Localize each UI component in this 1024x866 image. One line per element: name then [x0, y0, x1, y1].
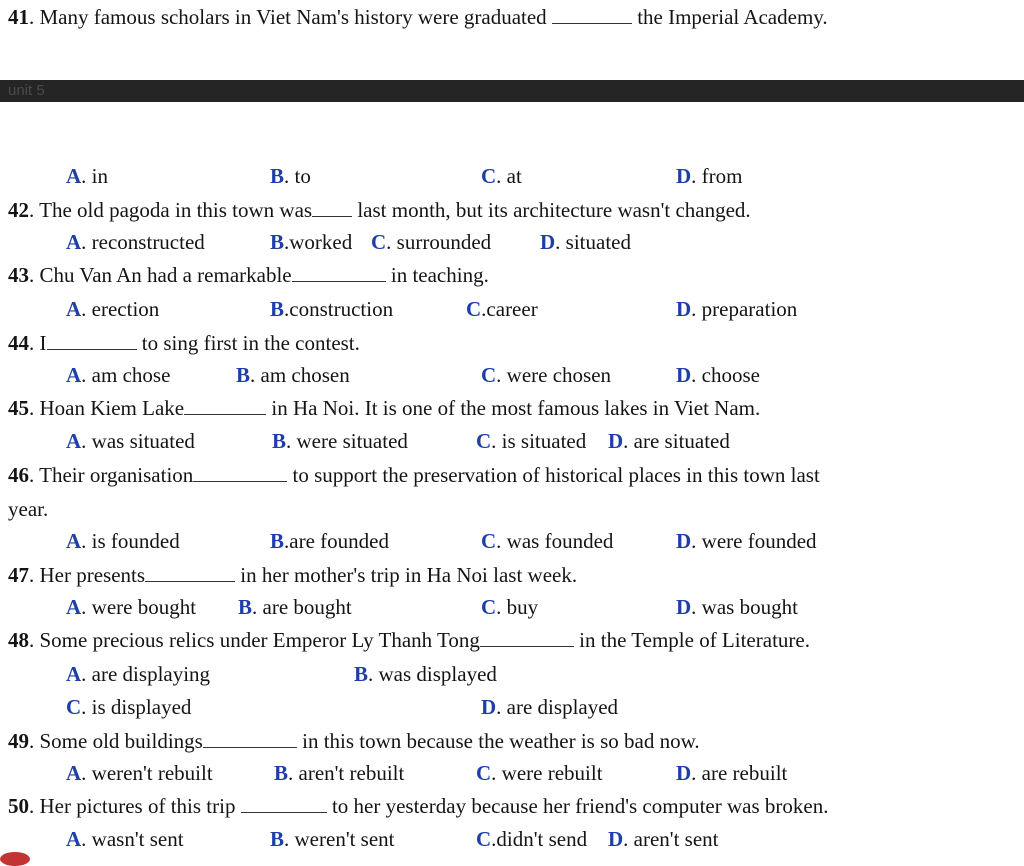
option-a: A. weren't rebuilt — [66, 761, 213, 785]
option-a: A. in — [66, 164, 109, 188]
option-d: D. was bought — [676, 595, 798, 619]
question-number: 49 — [8, 729, 29, 753]
answer-blank — [480, 628, 574, 647]
question-49: 49. Some old buildings in this town because the weather is so bad now. — [8, 729, 700, 753]
question-44: 44. I to sing first in the contest. — [8, 331, 360, 355]
option-c: C. were rebuilt — [476, 761, 603, 785]
option-a: A. are displaying — [66, 662, 211, 686]
option-d: D. are displayed — [481, 695, 619, 719]
option-b: B. to — [270, 164, 311, 188]
option-a: A. was situated — [66, 429, 195, 453]
option-b: B. aren't rebuilt — [274, 761, 405, 785]
question-48: 48. Some precious relics under Emperor Ly Thanh Tong in the Temple of Literature. — [8, 628, 810, 652]
question-50: 50. Her pictures of this trip to her yesterday because her friend's computer was broken. — [8, 794, 829, 818]
option-c: C. is displayed — [66, 695, 192, 719]
option-d: D. from — [676, 164, 743, 188]
option-a: A. were bought — [66, 595, 197, 619]
question-text-after: the Imperial Academy. — [637, 5, 828, 29]
option-c: C. surrounded — [371, 230, 492, 254]
option-d: D. are rebuilt — [676, 761, 788, 785]
question-46: 46. Their organisation to support the preservation of historical places in this town last — [8, 463, 820, 487]
question-number: 43 — [8, 263, 29, 287]
question-41: 41. Many famous scholars in Viet Nam's history were graduated the Imperial Academy. — [8, 5, 828, 29]
question-number: 41 — [8, 5, 29, 29]
option-b: B.worked — [270, 230, 353, 254]
question-number: 46 — [8, 463, 29, 487]
option-d: D. preparation — [676, 297, 798, 321]
option-b: B. were situated — [272, 429, 408, 453]
option-b: B. weren't sent — [270, 827, 395, 851]
banner-text: unit 5 — [8, 82, 45, 99]
dark-banner — [0, 80, 1024, 102]
answer-blank — [552, 5, 632, 24]
question-47: 47. Her presents in her mother's trip in Ha Noi last week. — [8, 563, 578, 587]
option-c: C. is situated — [476, 429, 587, 453]
option-d: D. choose — [676, 363, 760, 387]
question-46-continued: year. — [8, 497, 49, 521]
option-b: B.construction — [270, 297, 394, 321]
question-number: 42 — [8, 198, 29, 222]
question-number: 47 — [8, 563, 29, 587]
option-a: A. erection — [66, 297, 160, 321]
answer-blank — [193, 463, 287, 482]
option-c: C.career — [466, 297, 538, 321]
option-b: B. was displayed — [354, 662, 497, 686]
answer-blank — [292, 263, 386, 282]
option-a: A. am chose — [66, 363, 171, 387]
answer-blank — [145, 563, 235, 582]
option-d: D. situated — [540, 230, 631, 254]
question-number: 48 — [8, 628, 29, 652]
question-text: Many famous scholars in Viet Nam's history were graduated — [39, 5, 547, 29]
option-b: B. am chosen — [236, 363, 350, 387]
question-number: 45 — [8, 396, 29, 420]
answer-blank — [312, 198, 352, 217]
option-a: A. is founded — [66, 529, 180, 553]
option-b: B.are founded — [270, 529, 389, 553]
answer-blank — [241, 794, 327, 813]
option-d: D. are situated — [608, 429, 730, 453]
question-43: 43. Chu Van An had a remarkable in teaching. — [8, 263, 489, 287]
question-42: 42. The old pagoda in this town was last month, but its architecture wasn't changed. — [8, 198, 751, 222]
question-number: 44 — [8, 331, 29, 355]
answer-blank — [203, 729, 297, 748]
option-d: D. aren't sent — [608, 827, 719, 851]
option-c: C. buy — [481, 595, 539, 619]
question-45: 45. Hoan Kiem Lake in Ha Noi. It is one of the most famous lakes in Viet Nam. — [8, 396, 761, 420]
option-c: C. were chosen — [481, 363, 612, 387]
option-b: B. are bought — [238, 595, 352, 619]
option-c: C.didn't send — [476, 827, 588, 851]
option-d: D. were founded — [676, 529, 817, 553]
answer-blank — [47, 331, 137, 350]
red-marker-shape — [0, 852, 30, 866]
option-a: A. reconstructed — [66, 230, 205, 254]
option-a: A. wasn't sent — [66, 827, 184, 851]
option-c: C. was founded — [481, 529, 614, 553]
answer-blank — [184, 396, 266, 415]
question-number: 50 — [8, 794, 29, 818]
option-c: C. at — [481, 164, 522, 188]
